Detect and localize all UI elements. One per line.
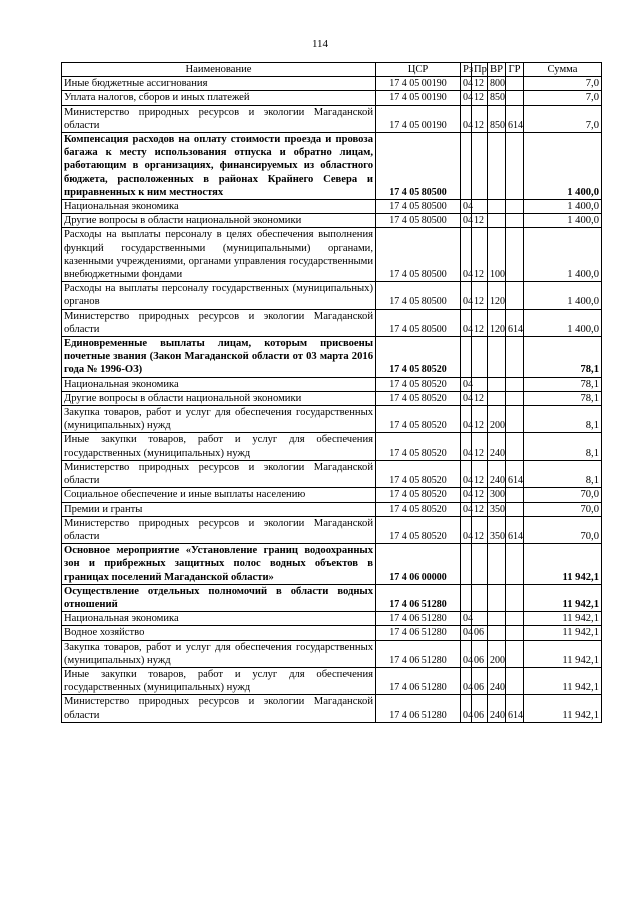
row-vr: 100 bbox=[488, 228, 506, 282]
row-name: Другие вопросы в области национальной экономики bbox=[62, 214, 376, 228]
row-csr: 17 4 05 80520 bbox=[376, 337, 461, 378]
table-row bbox=[62, 502, 602, 516]
row-rz: 04 bbox=[461, 667, 472, 694]
row-csr: 17 4 05 80500 bbox=[376, 309, 461, 336]
row-sum: 70,0 bbox=[524, 502, 602, 516]
row-name: Компенсация расходов на оплату стоимости проезда и провоза багажа к месту использования отпуска и обратно лицам, работающим в организациях, финансируемых из областного бюджета, расположенных в районах Крайнего Севера и приравненных к ним местностях bbox=[62, 133, 376, 200]
row-vr: 350 bbox=[488, 502, 506, 516]
table-row bbox=[62, 516, 602, 543]
row-sum: 7,0 bbox=[524, 91, 602, 105]
row-csr: 17 4 05 00190 bbox=[376, 105, 461, 132]
row-pr: 12 bbox=[472, 516, 488, 543]
row-vr: 120 bbox=[488, 309, 506, 336]
row-name: Министерство природных ресурсов и экологии Магаданской области bbox=[62, 105, 376, 132]
table-row bbox=[62, 77, 602, 91]
row-csr: 17 4 05 80500 bbox=[376, 214, 461, 228]
row-csr: 17 4 05 80520 bbox=[376, 502, 461, 516]
row-rz: 04 bbox=[461, 626, 472, 640]
row-name: Иные закупки товаров, работ и услуг для обеспечения государственных (муниципальных) нужд bbox=[62, 667, 376, 694]
row-pr: 12 bbox=[472, 77, 488, 91]
row-pr: 12 bbox=[472, 105, 488, 132]
row-gr bbox=[506, 377, 524, 391]
table-row bbox=[62, 626, 602, 640]
row-name: Министерство природных ресурсов и экологии Магаданской области bbox=[62, 695, 376, 722]
row-vr: 200 bbox=[488, 406, 506, 433]
row-rz bbox=[461, 584, 472, 611]
row-sum: 8,1 bbox=[524, 406, 602, 433]
table-row bbox=[62, 377, 602, 391]
row-gr bbox=[506, 488, 524, 502]
row-gr bbox=[506, 544, 524, 585]
row-csr: 17 4 06 51280 bbox=[376, 667, 461, 694]
row-vr: 800 bbox=[488, 77, 506, 91]
row-vr: 850 bbox=[488, 105, 506, 132]
row-gr bbox=[506, 214, 524, 228]
row-csr: 17 4 05 00190 bbox=[376, 77, 461, 91]
row-sum: 70,0 bbox=[524, 516, 602, 543]
row-csr: 17 4 05 80520 bbox=[376, 516, 461, 543]
row-rz: 04 bbox=[461, 406, 472, 433]
row-name: Закупка товаров, работ и услуг для обеспечения государственных (муниципальных) нужд bbox=[62, 640, 376, 667]
row-name: Расходы на выплаты персоналу государственных (муниципальных) органов bbox=[62, 282, 376, 309]
row-rz: 04 bbox=[461, 640, 472, 667]
row-gr: 614 bbox=[506, 105, 524, 132]
header-sum: Сумма bbox=[524, 63, 602, 77]
table-row bbox=[62, 200, 602, 214]
header-rz: Рз bbox=[461, 63, 472, 77]
table-row bbox=[62, 406, 602, 433]
row-pr bbox=[472, 544, 488, 585]
row-csr: 17 4 05 80500 bbox=[376, 133, 461, 200]
budget-table bbox=[61, 62, 602, 723]
row-name: Расходы на выплаты персоналу в целях обеспечения выполнения функций государственными (муниципальными) органами, казенными учреждениями, органами управления государственными внебюджетными фондами bbox=[62, 228, 376, 282]
table-row bbox=[62, 91, 602, 105]
row-rz bbox=[461, 133, 472, 200]
row-pr bbox=[472, 612, 488, 626]
table-row bbox=[62, 214, 602, 228]
row-vr: 240 bbox=[488, 695, 506, 722]
row-sum: 11 942,1 bbox=[524, 584, 602, 611]
row-vr bbox=[488, 544, 506, 585]
row-pr: 12 bbox=[472, 406, 488, 433]
row-gr: 614 bbox=[506, 309, 524, 336]
row-sum: 78,1 bbox=[524, 337, 602, 378]
row-csr: 17 4 05 80520 bbox=[376, 391, 461, 405]
row-csr: 17 4 05 80520 bbox=[376, 377, 461, 391]
row-pr: 12 bbox=[472, 282, 488, 309]
row-pr bbox=[472, 337, 488, 378]
row-pr: 06 bbox=[472, 640, 488, 667]
row-rz: 04 bbox=[461, 200, 472, 214]
row-sum: 1 400,0 bbox=[524, 228, 602, 282]
row-gr bbox=[506, 200, 524, 214]
row-csr: 17 4 06 00000 bbox=[376, 544, 461, 585]
row-sum: 1 400,0 bbox=[524, 309, 602, 336]
row-pr: 06 bbox=[472, 667, 488, 694]
row-sum: 70,0 bbox=[524, 488, 602, 502]
row-rz: 04 bbox=[461, 488, 472, 502]
row-gr bbox=[506, 406, 524, 433]
table-body bbox=[62, 77, 602, 723]
row-sum: 7,0 bbox=[524, 105, 602, 132]
row-rz: 04 bbox=[461, 282, 472, 309]
row-rz: 04 bbox=[461, 516, 472, 543]
row-vr: 240 bbox=[488, 667, 506, 694]
row-name: Министерство природных ресурсов и экологии Магаданской области bbox=[62, 309, 376, 336]
row-name: Водное хозяйство bbox=[62, 626, 376, 640]
row-rz: 04 bbox=[461, 502, 472, 516]
row-rz: 04 bbox=[461, 214, 472, 228]
table-row bbox=[62, 228, 602, 282]
header-pr: Пр bbox=[472, 63, 488, 77]
row-pr: 06 bbox=[472, 626, 488, 640]
row-sum: 11 942,1 bbox=[524, 544, 602, 585]
row-csr: 17 4 05 80520 bbox=[376, 433, 461, 460]
row-name: Министерство природных ресурсов и экологии Магаданской области bbox=[62, 516, 376, 543]
row-sum: 11 942,1 bbox=[524, 640, 602, 667]
row-sum: 11 942,1 bbox=[524, 612, 602, 626]
row-vr bbox=[488, 584, 506, 611]
row-vr bbox=[488, 337, 506, 378]
table-row bbox=[62, 309, 602, 336]
row-name: Осуществление отдельных полномочий в области водных отношений bbox=[62, 584, 376, 611]
header-csr: ЦСР bbox=[376, 63, 461, 77]
row-name: Национальная экономика bbox=[62, 612, 376, 626]
row-csr: 17 4 05 80520 bbox=[376, 406, 461, 433]
table-header-row bbox=[62, 63, 602, 77]
row-name: Национальная экономика bbox=[62, 377, 376, 391]
row-name: Другие вопросы в области национальной экономики bbox=[62, 391, 376, 405]
row-gr bbox=[506, 640, 524, 667]
table-row bbox=[62, 337, 602, 378]
row-vr: 240 bbox=[488, 433, 506, 460]
row-vr: 240 bbox=[488, 460, 506, 487]
row-pr: 12 bbox=[472, 214, 488, 228]
row-sum: 78,1 bbox=[524, 377, 602, 391]
row-csr: 17 4 05 80520 bbox=[376, 488, 461, 502]
row-pr: 12 bbox=[472, 433, 488, 460]
row-gr bbox=[506, 391, 524, 405]
row-gr bbox=[506, 433, 524, 460]
row-name: Основное мероприятие «Установление границ водоохранных зон и прибрежных защитных полос водных объектов в границах поселений Магаданской области» bbox=[62, 544, 376, 585]
row-vr: 300 bbox=[488, 488, 506, 502]
table-row bbox=[62, 612, 602, 626]
row-pr: 12 bbox=[472, 391, 488, 405]
row-csr: 17 4 06 51280 bbox=[376, 695, 461, 722]
row-sum: 8,1 bbox=[524, 460, 602, 487]
row-pr: 12 bbox=[472, 228, 488, 282]
row-sum: 1 400,0 bbox=[524, 200, 602, 214]
row-csr: 17 4 05 80520 bbox=[376, 460, 461, 487]
row-rz: 04 bbox=[461, 228, 472, 282]
table-row bbox=[62, 667, 602, 694]
row-sum: 1 400,0 bbox=[524, 133, 602, 200]
row-vr: 850 bbox=[488, 91, 506, 105]
row-name: Уплата налогов, сборов и иных платежей bbox=[62, 91, 376, 105]
row-vr bbox=[488, 612, 506, 626]
table-row bbox=[62, 105, 602, 132]
row-vr bbox=[488, 200, 506, 214]
row-pr: 12 bbox=[472, 91, 488, 105]
row-pr bbox=[472, 133, 488, 200]
row-vr bbox=[488, 214, 506, 228]
row-gr bbox=[506, 77, 524, 91]
table-row bbox=[62, 391, 602, 405]
row-pr: 12 bbox=[472, 309, 488, 336]
header-gr: ГР bbox=[506, 63, 524, 77]
row-pr: 12 bbox=[472, 460, 488, 487]
table-row bbox=[62, 488, 602, 502]
row-sum: 1 400,0 bbox=[524, 282, 602, 309]
row-rz: 04 bbox=[461, 77, 472, 91]
header-vr: ВР bbox=[488, 63, 506, 77]
row-name: Единовременные выплаты лицам, которым присвоены почетные звания (Закон Магаданской области от 03 марта 2016 года № 1996-ОЗ) bbox=[62, 337, 376, 378]
row-rz: 04 bbox=[461, 91, 472, 105]
row-name: Премии и гранты bbox=[62, 502, 376, 516]
row-csr: 17 4 06 51280 bbox=[376, 612, 461, 626]
row-vr bbox=[488, 391, 506, 405]
row-csr: 17 4 05 80500 bbox=[376, 228, 461, 282]
row-name: Министерство природных ресурсов и экологии Магаданской области bbox=[62, 460, 376, 487]
row-vr: 120 bbox=[488, 282, 506, 309]
row-gr bbox=[506, 584, 524, 611]
row-vr bbox=[488, 377, 506, 391]
table-row bbox=[62, 584, 602, 611]
row-rz: 04 bbox=[461, 612, 472, 626]
row-csr: 17 4 06 51280 bbox=[376, 640, 461, 667]
row-rz bbox=[461, 337, 472, 378]
row-sum: 7,0 bbox=[524, 77, 602, 91]
row-pr bbox=[472, 377, 488, 391]
row-name: Иные закупки товаров, работ и услуг для обеспечения государственных (муниципальных) нужд bbox=[62, 433, 376, 460]
row-pr bbox=[472, 200, 488, 214]
row-sum: 78,1 bbox=[524, 391, 602, 405]
row-name: Национальная экономика bbox=[62, 200, 376, 214]
row-csr: 17 4 05 80500 bbox=[376, 282, 461, 309]
row-pr bbox=[472, 584, 488, 611]
row-vr bbox=[488, 133, 506, 200]
row-gr bbox=[506, 612, 524, 626]
row-rz: 04 bbox=[461, 105, 472, 132]
row-rz: 04 bbox=[461, 391, 472, 405]
row-rz bbox=[461, 544, 472, 585]
row-sum: 11 942,1 bbox=[524, 695, 602, 722]
row-rz: 04 bbox=[461, 695, 472, 722]
page-number: 114 bbox=[311, 38, 329, 50]
table-row bbox=[62, 433, 602, 460]
row-csr: 17 4 06 51280 bbox=[376, 584, 461, 611]
row-pr: 12 bbox=[472, 488, 488, 502]
row-vr: 350 bbox=[488, 516, 506, 543]
row-sum: 11 942,1 bbox=[524, 626, 602, 640]
row-csr: 17 4 06 51280 bbox=[376, 626, 461, 640]
table-row bbox=[62, 695, 602, 722]
table-row bbox=[62, 544, 602, 585]
row-gr bbox=[506, 626, 524, 640]
row-rz: 04 bbox=[461, 377, 472, 391]
row-vr: 200 bbox=[488, 640, 506, 667]
row-csr: 17 4 05 80500 bbox=[376, 200, 461, 214]
row-gr bbox=[506, 667, 524, 694]
header-name: Наименование bbox=[62, 63, 376, 77]
row-pr: 12 bbox=[472, 502, 488, 516]
row-name: Закупка товаров, работ и услуг для обеспечения государственных (муниципальных) нужд bbox=[62, 406, 376, 433]
row-gr: 614 bbox=[506, 695, 524, 722]
row-sum: 8,1 bbox=[524, 433, 602, 460]
row-name: Социальное обеспечение и иные выплаты населению bbox=[62, 488, 376, 502]
row-csr: 17 4 05 00190 bbox=[376, 91, 461, 105]
table-row bbox=[62, 133, 602, 200]
table-row bbox=[62, 460, 602, 487]
row-vr bbox=[488, 626, 506, 640]
row-sum: 11 942,1 bbox=[524, 667, 602, 694]
row-sum: 1 400,0 bbox=[524, 214, 602, 228]
table-row bbox=[62, 640, 602, 667]
row-gr bbox=[506, 337, 524, 378]
row-gr: 614 bbox=[506, 516, 524, 543]
row-pr: 06 bbox=[472, 695, 488, 722]
row-rz: 04 bbox=[461, 460, 472, 487]
row-rz: 04 bbox=[461, 309, 472, 336]
row-gr bbox=[506, 133, 524, 200]
row-name: Иные бюджетные ассигнования bbox=[62, 77, 376, 91]
row-gr: 614 bbox=[506, 460, 524, 487]
table-row bbox=[62, 282, 602, 309]
row-gr bbox=[506, 502, 524, 516]
row-rz: 04 bbox=[461, 433, 472, 460]
row-gr bbox=[506, 228, 524, 282]
row-gr bbox=[506, 91, 524, 105]
row-gr bbox=[506, 282, 524, 309]
